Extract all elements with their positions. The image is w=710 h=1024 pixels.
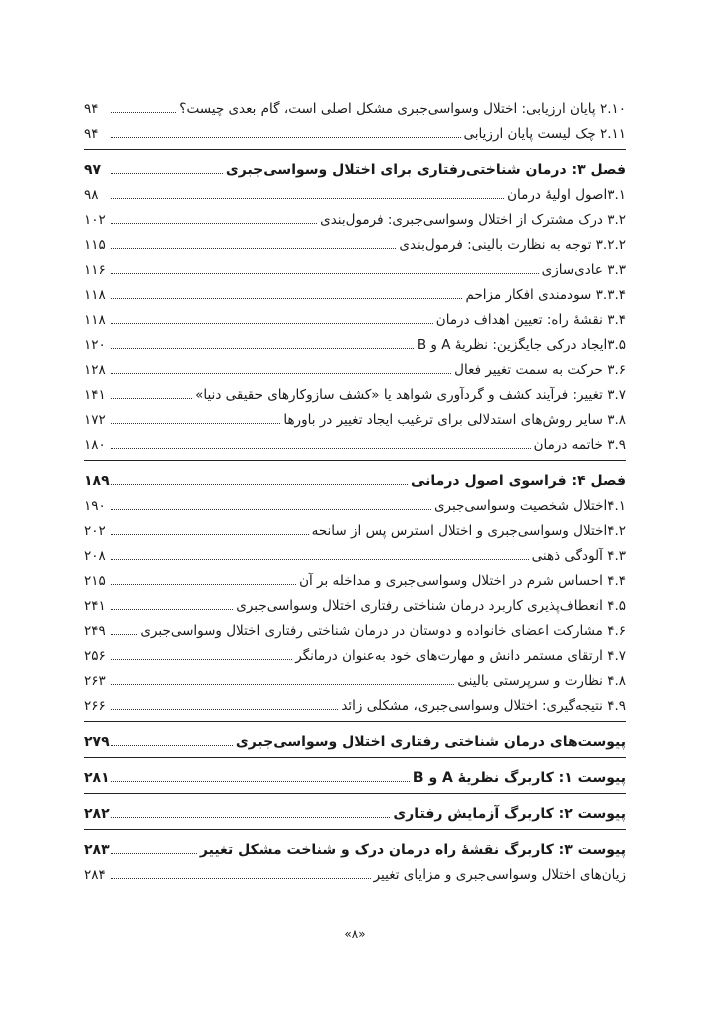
toc-chapter-row xyxy=(84,829,626,859)
dot-leader xyxy=(111,323,433,324)
toc-entry-title: ۳.۵ایجاد درکی جایگزین: نظریهٔ A و B xyxy=(416,337,626,353)
dot-leader xyxy=(111,398,192,399)
toc-entry-title: ۳.۹ خاتمه درمان xyxy=(533,437,626,453)
dot-leader xyxy=(111,423,280,424)
toc-entry-row xyxy=(84,690,626,715)
toc-entry-title: ۳.۸ سایر روش‌های استدلالی برای ترغیب ایجاد تغییر در باورها xyxy=(283,412,626,428)
toc-page-number: ۱۴۱ xyxy=(84,387,106,403)
toc-entry-row xyxy=(84,93,626,118)
toc-chapter-row xyxy=(84,721,626,751)
toc-page-number: ۲۴۹ xyxy=(84,623,106,639)
toc-entry-row xyxy=(84,490,626,515)
toc-entry-title: فصل ۳: درمان شناختی‌رفتاری برای اختلال وسواسی‌جبری xyxy=(225,162,626,178)
toc-page-number: ۹۴ xyxy=(84,126,99,142)
toc-entry-title: پیوست ۳: کاربرگ نقشهٔ راه درمان درک و شناخت مشکل تغییر xyxy=(199,842,626,858)
toc-page-number: ۱۲۰ xyxy=(84,337,106,353)
toc-entry-row xyxy=(84,279,626,304)
toc-entry-row xyxy=(84,515,626,540)
page-number: «۸» xyxy=(344,927,366,941)
toc-entry-row xyxy=(84,615,626,640)
toc-page-number: ۱۱۵ xyxy=(84,237,106,253)
toc-page-number: ۲۸۱ xyxy=(84,770,110,786)
toc-entry-title: ۳.۳.۴ سودمندی افکار مزاحم xyxy=(465,287,626,303)
toc-entry-row xyxy=(84,118,626,143)
toc-entry-row xyxy=(84,665,626,690)
toc-page-number: ۲۸۲ xyxy=(84,806,110,822)
toc-page-number: ۲۸۴ xyxy=(84,867,106,883)
table-of-contents xyxy=(84,93,626,884)
toc-page-number: ۹۴ xyxy=(84,101,99,117)
dot-leader xyxy=(111,273,539,274)
toc-entry-title: ۴.۹ نتیجه‌گیری: اختلال وسواسی‌جبری، مشکلی زائد xyxy=(341,698,626,714)
toc-page-number: ۱۰۲ xyxy=(84,212,106,228)
dot-leader xyxy=(111,745,233,746)
toc-entry-title: ۴.۳ آلودگی ذهنی xyxy=(531,548,626,564)
toc-entry-row xyxy=(84,590,626,615)
dot-leader xyxy=(111,659,292,660)
toc-page-number: ۱۱۸ xyxy=(84,312,106,328)
toc-entry-row xyxy=(84,429,626,454)
dot-leader xyxy=(111,484,408,485)
dot-leader xyxy=(111,534,309,535)
toc-entry-title: ۳.۳ عادی‌سازی xyxy=(541,262,626,278)
toc-page-number: ۱۷۲ xyxy=(84,412,106,428)
toc-entry-title: ۴.۶ مشارکت اعضای خانواده و دوستان در درمان شناختی رفتاری اختلال وسواسی‌جبری xyxy=(140,623,626,639)
toc-page-number: ۱۸۹ xyxy=(84,473,110,489)
toc-entry-row xyxy=(84,859,626,884)
dot-leader xyxy=(111,373,451,374)
toc-entry-title: پیوست ۱: کاربرگ نظریهٔ A و B xyxy=(412,770,626,786)
toc-entry-row xyxy=(84,379,626,404)
toc-entry-title: ۳.۲.۲ توجه به نظارت بالینی: فرمول‌بندی xyxy=(399,237,626,253)
dot-leader xyxy=(111,509,431,510)
dot-leader xyxy=(111,348,414,349)
dot-leader xyxy=(111,878,371,879)
toc-page-number: ۱۱۶ xyxy=(84,262,106,278)
toc-entry-row xyxy=(84,329,626,354)
toc-entry-row xyxy=(84,404,626,429)
dot-leader xyxy=(111,634,137,635)
toc-entry-title: ۳.۲ درک مشترک از اختلال وسواسی‌جبری: فرمول‌بندی xyxy=(320,212,626,228)
dot-leader xyxy=(111,298,462,299)
toc-page-number: ۲۰۲ xyxy=(84,523,106,539)
toc-page-number: ۲۶۶ xyxy=(84,698,106,714)
toc-chapter-row xyxy=(84,149,626,179)
toc-page-number: ۱۸۰ xyxy=(84,437,106,453)
toc-chapter-row xyxy=(84,460,626,490)
toc-page-number: ۲۷۹ xyxy=(84,734,110,750)
dot-leader xyxy=(111,559,529,560)
toc-entry-title: پیوست‌های درمان شناختی رفتاری اختلال وسواسی‌جبری xyxy=(235,734,626,750)
toc-entry-title: فصل ۴: فراسوی اصول درمانی xyxy=(410,473,626,489)
toc-page-number: ۲۸۳ xyxy=(84,842,110,858)
dot-leader xyxy=(111,198,504,199)
toc-entry-row xyxy=(84,565,626,590)
toc-entry-title: ۴.۲اختلال وسواسی‌جبری و اختلال استرس پس از سانحه xyxy=(311,523,626,539)
toc-entry-title: زیان‌های اختلال وسواسی‌جبری و مزایای تغییر xyxy=(373,867,626,883)
toc-entry-title: ۴.۷ ارتقای مستمر دانش و مهارت‌های خود به‌عنوان درمانگر xyxy=(295,648,626,664)
toc-entry-title: ۴.۱اختلال شخصیت وسواسی‌جبری xyxy=(433,498,626,514)
toc-entry-title: ۴.۴ احساس شرم در اختلال وسواسی‌جبری و مداخله بر آن xyxy=(299,573,626,589)
dot-leader xyxy=(111,684,454,685)
toc-page-number: ۲۱۵ xyxy=(84,573,106,589)
toc-entry-row xyxy=(84,640,626,665)
dot-leader xyxy=(111,112,176,113)
toc-entry-row xyxy=(84,354,626,379)
toc-entry-title: ۲.۱۰ پایان ارزیابی: اختلال وسواسی‌جبری مشکل اصلی است، گام بعدی چیست؟ xyxy=(179,101,626,117)
toc-entry-title: ۳.۴ نقشهٔ راه: تعیین اهداف درمان xyxy=(435,312,626,328)
toc-entry-row xyxy=(84,540,626,565)
dot-leader xyxy=(111,817,390,818)
toc-page-number: ۱۲۸ xyxy=(84,362,106,378)
dot-leader xyxy=(111,781,410,782)
toc-entry-title: ۴.۵ انعطاف‌پذیری کاربرد درمان شناختی رفتاری اختلال وسواسی‌جبری xyxy=(236,598,626,614)
toc-page-number: ۹۷ xyxy=(84,162,102,178)
toc-entry-row xyxy=(84,304,626,329)
toc-entry-title: ۴.۸ نظارت و سرپرستی بالینی xyxy=(457,673,626,689)
dot-leader xyxy=(111,137,461,138)
dot-leader xyxy=(111,223,317,224)
toc-entry-row xyxy=(84,179,626,204)
dot-leader xyxy=(111,248,396,249)
toc-page-number: ۹۸ xyxy=(84,187,99,203)
toc-chapter-row xyxy=(84,757,626,787)
toc-chapter-row xyxy=(84,793,626,823)
toc-entry-title: ۳.۷ تغییر: فرآیند کشف و گردآوری شواهد یا «کشف سازوکارهای حقیقی دنیا» xyxy=(195,387,626,403)
dot-leader xyxy=(111,609,233,610)
toc-page-number: ۱۱۸ xyxy=(84,287,106,303)
dot-leader xyxy=(111,709,338,710)
dot-leader xyxy=(111,584,296,585)
toc-page-number: ۲۴۱ xyxy=(84,598,106,614)
toc-entry-title: پیوست ۲: کاربرگ آزمایش رفتاری xyxy=(393,806,626,822)
dot-leader xyxy=(111,853,197,854)
toc-page-number: ۲۵۶ xyxy=(84,648,106,664)
toc-entry-row xyxy=(84,254,626,279)
toc-page-number: ۲۰۸ xyxy=(84,548,106,564)
dot-leader xyxy=(111,173,223,174)
dot-leader xyxy=(111,448,531,449)
toc-page-number: ۱۹۰ xyxy=(84,498,106,514)
toc-entry-row xyxy=(84,204,626,229)
toc-page-number: ۲۶۳ xyxy=(84,673,106,689)
toc-entry-title: ۳.۶ حرکت به سمت تغییر فعال xyxy=(454,362,626,378)
toc-entry-title: ۲.۱۱ چک لیست پایان ارزیابی xyxy=(463,126,626,142)
toc-entry-title: ۳.۱اصول اولیهٔ درمان xyxy=(507,187,626,203)
toc-entry-row xyxy=(84,229,626,254)
